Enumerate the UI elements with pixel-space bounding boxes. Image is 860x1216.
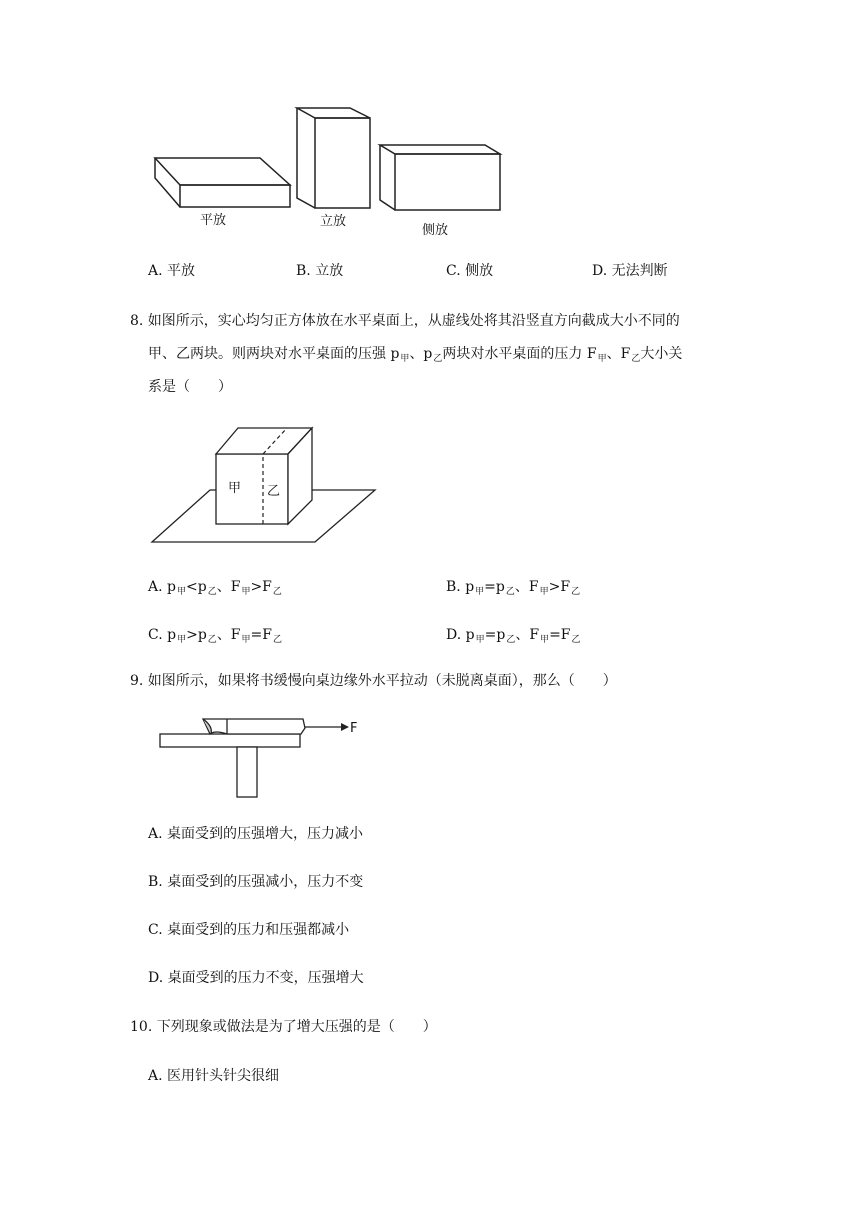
q9-option-b[interactable]: B. 桌面受到的压强减小，压力不变 bbox=[148, 874, 364, 890]
label-yi: 乙 bbox=[267, 484, 281, 499]
force-label: F bbox=[350, 721, 358, 736]
q8-option-a[interactable]: A. $p_甲<p_乙$、$F_甲>F_乙$ bbox=[148, 579, 282, 597]
label-side: 侧放 bbox=[422, 223, 449, 238]
q10-stem: 10. 下列现象或做法是为了增大压强的是（ ） bbox=[130, 1019, 437, 1035]
q8-option-c[interactable]: C. $p_甲>p_乙$、$F_甲=F_乙$ bbox=[148, 627, 283, 645]
q9-option-c[interactable]: C. 桌面受到的压力和压强都减小 bbox=[148, 922, 350, 938]
q8-option-d[interactable]: D. $p_甲=p_乙$、$F_甲=F_乙$ bbox=[446, 627, 581, 645]
brick-side bbox=[380, 145, 500, 210]
q8-option-b[interactable]: B. $p_甲=p_乙$、$F_甲>F_乙$ bbox=[446, 579, 581, 597]
brick-flat bbox=[155, 158, 290, 207]
table-top bbox=[160, 734, 300, 747]
q7-option-c[interactable]: C. 侧放 bbox=[446, 263, 494, 279]
label-flat: 平放 bbox=[200, 213, 227, 228]
label-upright: 立放 bbox=[320, 214, 347, 229]
q8-cube-figure bbox=[150, 420, 380, 548]
q8-stem-line3: 系是（ ） bbox=[148, 379, 232, 395]
q9-option-d[interactable]: D. 桌面受到的压力不变，压强增大 bbox=[148, 970, 364, 986]
q7-option-b[interactable]: B. 立放 bbox=[296, 263, 344, 279]
q8-stem-line1: 8. 如图所示，实心均匀正方体放在水平桌面上，从虚线处将其沿竖直方向截成大小不同的 bbox=[130, 313, 680, 329]
book bbox=[203, 719, 305, 734]
q9-book-table-figure bbox=[155, 712, 365, 802]
q10-option-a[interactable]: A. 医用针头针尖很细 bbox=[148, 1068, 280, 1084]
table-leg bbox=[237, 747, 257, 797]
force-arrow-head bbox=[341, 723, 349, 731]
q7-bricks-figure bbox=[150, 100, 510, 245]
q7-option-d[interactable]: D. 无法判断 bbox=[592, 263, 668, 279]
brick-upright bbox=[297, 108, 370, 208]
q7-option-a[interactable]: A. 平放 bbox=[148, 263, 196, 279]
q9-option-a[interactable]: A. 桌面受到的压强增大，压力减小 bbox=[148, 826, 364, 842]
q9-stem: 9. 如图所示，如果将书缓慢向桌边缘外水平拉动（未脱离桌面），那么（ ） bbox=[130, 673, 617, 689]
label-jia: 甲 bbox=[228, 481, 242, 496]
q8-stem-line2: 甲、乙两块。则两块对水平桌面的压强 $p_甲$、$p_乙$两块对水平桌面的压力 $F_甲$、$F_乙$大小关 bbox=[148, 346, 683, 364]
